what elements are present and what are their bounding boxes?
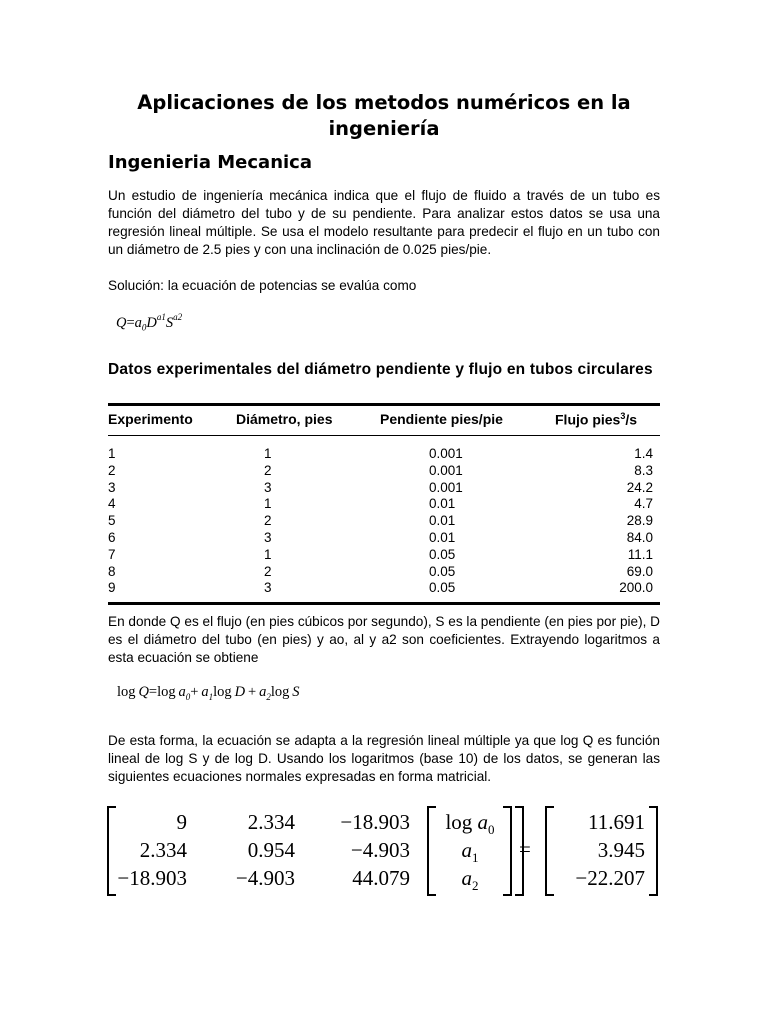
eq2-plus2: + [247, 684, 257, 700]
eq1-equals: = [126, 314, 135, 331]
eq2-d: D [234, 684, 246, 700]
table-cell-flow: 84.0 [626, 530, 653, 545]
unknown-vector-entry [437, 864, 503, 900]
log-equation [117, 684, 300, 702]
vector-bracket-close [503, 806, 512, 896]
eq2-a0-sub: 0 [185, 691, 191, 702]
eq2-a2: a [259, 684, 267, 700]
table-cell-slope: 0.05 [429, 580, 456, 596]
matrix-coefficient: 0.954 [247, 838, 295, 862]
table-cell-diameter: 1 [264, 446, 272, 461]
eq2-plus1: + [190, 684, 199, 700]
table-cell-slope: 0.05 [429, 563, 456, 579]
table-cell-slope: 0.01 [429, 496, 456, 512]
eq2-s: S [292, 684, 300, 700]
table-cell-diameter: 2 [264, 513, 272, 529]
table-bottom-rule [108, 602, 660, 605]
table-cell-diameter: 3 [264, 530, 272, 545]
table-cell-slope: 0.001 [429, 479, 463, 495]
header-experiment: Experimento [108, 411, 193, 427]
eq2-q: Q [138, 684, 149, 700]
table-cell-slope: 0.05 [429, 546, 456, 562]
eq1-s: S [165, 314, 174, 331]
table-cell-diameter: 1 [264, 496, 272, 512]
eq2-log: log [117, 684, 136, 700]
table-cell-flow: 69.0 [626, 563, 653, 579]
matrix-coefficient: 9 [176, 810, 187, 834]
rhs-vector-entry: −22.207 [575, 866, 645, 890]
table-cell-experiment: 3 [108, 479, 116, 495]
table-cell-experiment: 8 [108, 563, 116, 579]
header-diameter: Diámetro, pies [236, 411, 333, 427]
eq2-equals: = [148, 684, 158, 700]
eq2-log-d: log [213, 684, 232, 700]
table-cell-experiment: 7 [108, 546, 116, 562]
unknown-subscript: 1 [472, 850, 479, 866]
table-cell-experiment: 9 [108, 580, 116, 596]
unknown-prefix: log [445, 810, 473, 834]
eq1-a-sub: 0 [141, 322, 147, 333]
eq2-a0: a [178, 684, 186, 700]
matrix-coefficient: −18.903 [340, 810, 410, 834]
table-caption: Datos experimentales del diámetro pendiente y flujo en tubos circulares [108, 361, 653, 378]
table-cell-flow: 28.9 [626, 513, 653, 529]
table-cell-flow: 8.3 [634, 462, 653, 478]
power-equation [116, 313, 182, 333]
header-flow-unit: /s [625, 411, 638, 428]
intro-paragraph: Un estudio de ingeniería mecánica indica que el flujo de fluido a través de un tubo es función del diámetro del tubo y de su pendiente. Para analizar estos datos se usa una regresión lineal múltiple. Se usa el modelo resultante para predecir el flujo en un tubo con un diámetro de 2.5 pies y con una inclinación de 0.025 pies/pie. [108, 188, 660, 257]
table-cell-experiment: 5 [108, 513, 116, 529]
matrix-coefficient: −4.903 [235, 866, 295, 890]
table-cell-diameter: 2 [264, 563, 272, 579]
table-cell-diameter: 1 [264, 546, 272, 562]
table-cell-flow: 4.7 [634, 496, 653, 512]
table-cell-experiment: 1 [108, 446, 116, 461]
matrix-coefficient: −18.903 [117, 866, 187, 890]
eq2-a1-sub: 1 [208, 691, 214, 702]
unknown-variable: a [477, 810, 489, 834]
table-cell-flow: 11.1 [627, 546, 653, 562]
explanation-paragraph: En donde Q es el flujo (en pies cúbicos por segundo), S es la pendiente (en pies por pie), D es el diámetro del tubo (en pies) y ao, al y a2 son coeficientes. Extrayendo logaritmos a esta ecuación se obtiene [108, 614, 660, 665]
matrix-coefficient: 44.079 [352, 866, 410, 890]
table-cell-experiment: 4 [108, 496, 116, 512]
eq2-log-a0: log [157, 684, 176, 700]
unknown-variable: a [461, 838, 472, 862]
table-cell-slope: 0.01 [429, 513, 456, 529]
table-cell-diameter: 2 [264, 462, 272, 478]
table-cell-diameter: 3 [264, 479, 272, 495]
table-cell-flow: 24.2 [626, 479, 653, 495]
unknown-subscript: 0 [488, 822, 495, 838]
table-cell-slope: 0.01 [429, 530, 456, 545]
matrix-coefficient: 2.334 [247, 810, 295, 834]
section-heading: Ingenieria Mecanica [108, 152, 312, 173]
matrix-coefficient: 2.334 [139, 838, 187, 862]
rhs-vector-entry: 3.945 [597, 838, 645, 862]
matrix-coefficient: −4.903 [350, 838, 410, 862]
header-flow-sup: 3 [620, 411, 626, 421]
table-cell-diameter: 3 [264, 580, 272, 596]
header-flow [555, 411, 637, 428]
header-flow-label: Flujo pies [555, 411, 621, 428]
solution-text: Solución: la ecuación de potencias se evalúa como [108, 278, 417, 293]
table-header-rule [108, 435, 660, 436]
matrix-equals: = [519, 837, 531, 861]
eq2-log-s: log [270, 684, 290, 700]
eq2-a2-sub: 2 [266, 691, 271, 702]
page-title: Aplicaciones de los metodos numéricos en la ingeniería [137, 91, 631, 140]
unknown-variable: a [461, 866, 472, 890]
vector-bracket-open [427, 806, 436, 896]
eq1-lhs: Q [116, 314, 127, 331]
eq1-s-exp: a2 [173, 312, 183, 322]
matrix-left-bracket-open [107, 806, 116, 896]
eq1-a: a [134, 314, 142, 331]
unknown-subscript: 2 [472, 878, 479, 894]
table-cell-slope: 0.001 [429, 462, 463, 478]
header-slope: Pendiente pies/pie [380, 411, 503, 427]
eq1-d: D [146, 314, 157, 331]
matrix-intro-paragraph: De esta forma, la ecuación se adapta a la regresión lineal múltiple ya que log Q es función lineal de log S y de log D. Usando los logaritmos (base 10) de los datos, se generan las siguientes ecuaciones normales expresadas en forma matricial. [108, 733, 660, 784]
table-cell-flow: 200.0 [619, 580, 653, 596]
rhs-bracket-open [545, 806, 554, 896]
table-cell-experiment: 2 [108, 462, 116, 478]
table-cell-experiment: 6 [108, 530, 116, 545]
eq1-d-exp: a1 [156, 312, 166, 322]
table-cell-slope: 0.001 [429, 446, 463, 461]
eq2-a1: a [201, 684, 209, 700]
table-cell-flow: 1.4 [634, 446, 653, 461]
matrix-equation [105, 806, 665, 894]
rhs-vector-entry: 11.691 [588, 810, 645, 834]
rhs-bracket-close [649, 806, 658, 896]
table-top-rule [108, 403, 660, 406]
